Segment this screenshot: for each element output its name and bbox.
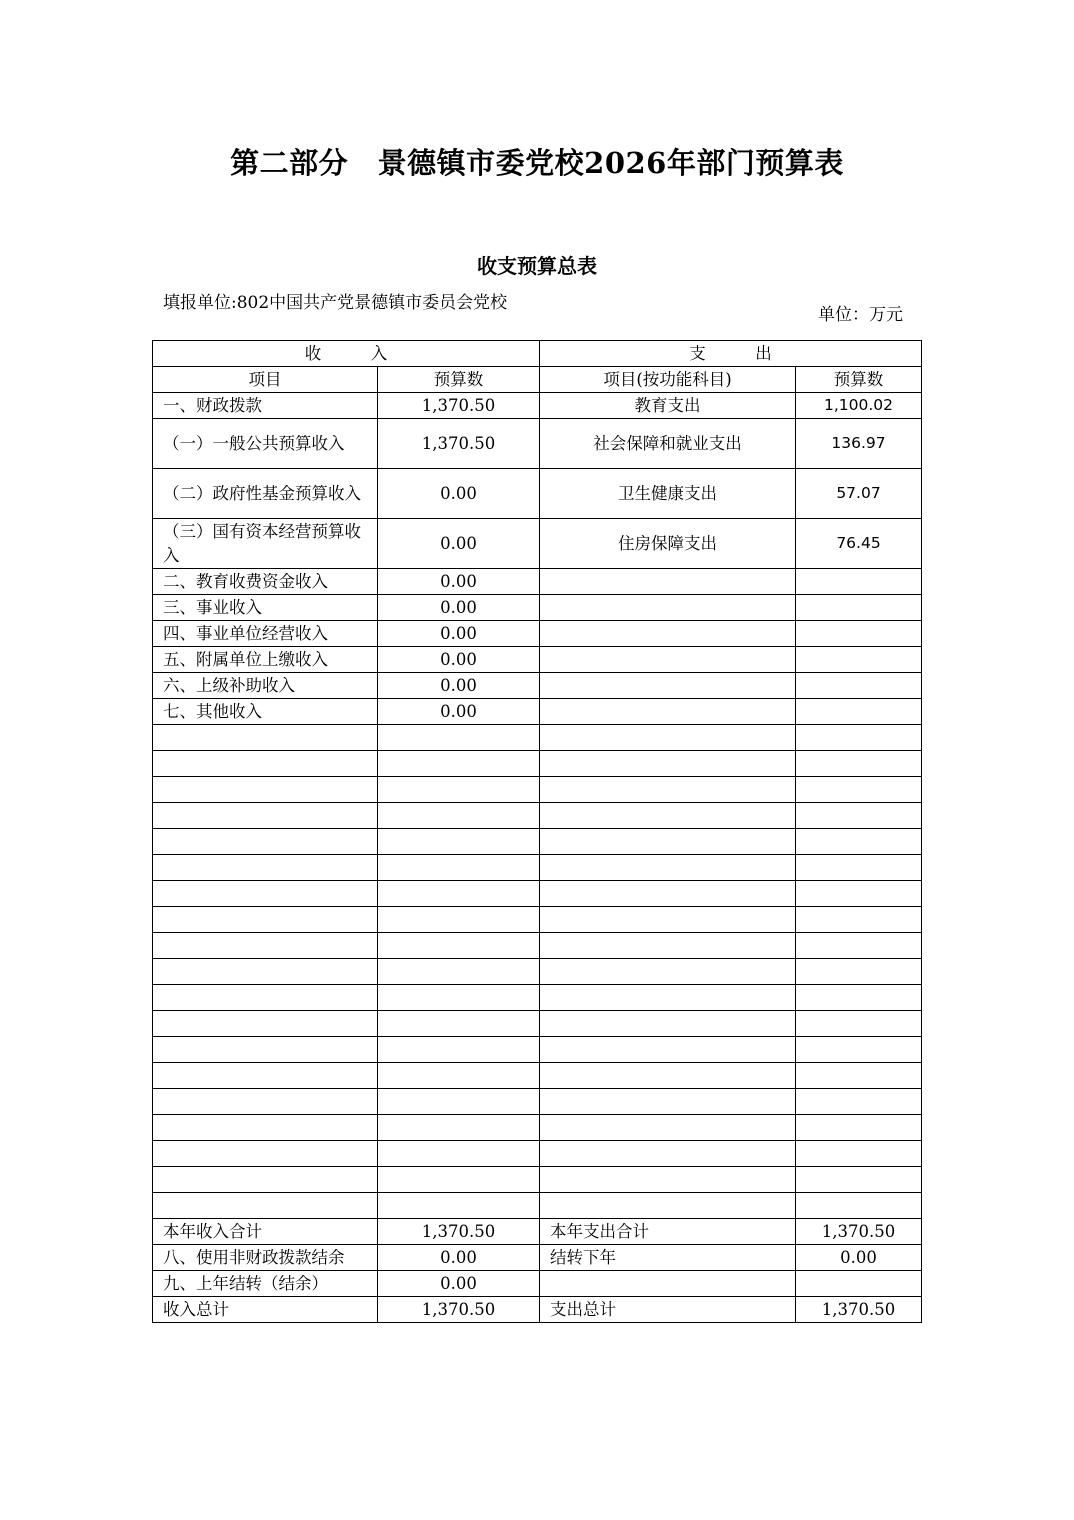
income-amount: 0.00 (378, 621, 540, 647)
budget-summary-table (152, 340, 922, 1323)
empty-cell (796, 725, 922, 751)
empty-row (153, 881, 922, 907)
expense-item: 结转下年 (540, 1245, 796, 1271)
blank-rows (153, 725, 922, 1219)
empty-cell (153, 751, 378, 777)
income-item: 五、附属单位上缴收入 (153, 647, 378, 673)
income-amount: 1,370.50 (378, 393, 540, 419)
income-item: 本年收入合计 (153, 1219, 378, 1245)
empty-cell (378, 1167, 540, 1193)
income-amount: 0.00 (378, 569, 540, 595)
expense-item (540, 699, 796, 725)
expense-item (540, 569, 796, 595)
column-header-row (153, 367, 922, 393)
empty-row (153, 959, 922, 985)
empty-cell (153, 907, 378, 933)
empty-cell (540, 1115, 796, 1141)
empty-cell (378, 907, 540, 933)
income-item: 二、教育收费资金收入 (153, 569, 378, 595)
table-row (153, 419, 922, 469)
empty-cell (378, 1193, 540, 1219)
empty-cell (540, 829, 796, 855)
empty-cell (153, 725, 378, 751)
empty-cell (153, 985, 378, 1011)
empty-cell (153, 829, 378, 855)
empty-row (153, 985, 922, 1011)
table-row (153, 469, 922, 519)
income-group-header: 收 入 (153, 341, 540, 367)
empty-cell (540, 855, 796, 881)
empty-cell (378, 725, 540, 751)
empty-row (153, 803, 922, 829)
table-row (153, 621, 922, 647)
empty-cell (796, 1167, 922, 1193)
group-header-row (153, 341, 922, 367)
empty-row (153, 1037, 922, 1063)
empty-row (153, 725, 922, 751)
empty-row (153, 777, 922, 803)
empty-cell (796, 1193, 922, 1219)
income-item-header: 项目 (153, 367, 378, 393)
table-row (153, 595, 922, 621)
expense-amount (796, 1271, 922, 1297)
empty-row (153, 829, 922, 855)
empty-cell (540, 1063, 796, 1089)
expense-item (540, 595, 796, 621)
income-item: 一、财政拨款 (153, 393, 378, 419)
empty-cell (378, 1037, 540, 1063)
income-amount: 0.00 (378, 1245, 540, 1271)
empty-cell (378, 855, 540, 881)
empty-cell (796, 1141, 922, 1167)
income-amount: 0.00 (378, 519, 540, 569)
empty-cell (540, 907, 796, 933)
expense-amount: 1,370.50 (796, 1219, 922, 1245)
empty-cell (378, 1011, 540, 1037)
expense-amount: 1,100.02 (796, 393, 922, 419)
empty-cell (153, 803, 378, 829)
empty-cell (540, 1011, 796, 1037)
expense-item (540, 1271, 796, 1297)
income-amount: 0.00 (378, 1271, 540, 1297)
empty-cell (153, 881, 378, 907)
empty-row (153, 1115, 922, 1141)
empty-cell (540, 1141, 796, 1167)
income-item: 六、上级补助收入 (153, 673, 378, 699)
empty-cell (378, 1063, 540, 1089)
empty-cell (153, 1141, 378, 1167)
table-row (153, 569, 922, 595)
income-amount: 1,370.50 (378, 1297, 540, 1323)
expense-amount (796, 673, 922, 699)
income-item: 七、其他收入 (153, 699, 378, 725)
expense-item (540, 673, 796, 699)
empty-cell (153, 1089, 378, 1115)
expense-amount: 76.45 (796, 519, 922, 569)
empty-cell (378, 803, 540, 829)
income-item: （三）国有资本经营预算收入 (153, 519, 378, 569)
expense-amount-header: 预算数 (796, 367, 922, 393)
empty-cell (378, 881, 540, 907)
empty-cell (153, 1063, 378, 1089)
income-item: （二）政府性基金预算收入 (153, 469, 378, 519)
empty-row (153, 933, 922, 959)
empty-cell (796, 751, 922, 777)
empty-cell (540, 1089, 796, 1115)
expense-amount: 0.00 (796, 1245, 922, 1271)
grand-total-row (153, 1297, 922, 1323)
expense-item: 教育支出 (540, 393, 796, 419)
expense-item: 本年支出合计 (540, 1219, 796, 1245)
empty-cell (153, 855, 378, 881)
empty-cell (796, 803, 922, 829)
empty-cell (796, 1115, 922, 1141)
total-row (153, 1219, 922, 1245)
empty-row (153, 1193, 922, 1219)
empty-cell (796, 1089, 922, 1115)
expense-item: 住房保障支出 (540, 519, 796, 569)
empty-cell (378, 933, 540, 959)
expense-amount: 136.97 (796, 419, 922, 469)
expense-group-header: 支 出 (540, 341, 922, 367)
expense-item (540, 647, 796, 673)
expense-amount (796, 569, 922, 595)
income-item: 收入总计 (153, 1297, 378, 1323)
empty-row (153, 1063, 922, 1089)
income-item: 四、事业单位经营收入 (153, 621, 378, 647)
empty-cell (378, 959, 540, 985)
expense-item (540, 621, 796, 647)
income-amount: 0.00 (378, 469, 540, 519)
total-row (153, 1271, 922, 1297)
empty-cell (540, 751, 796, 777)
empty-cell (796, 1011, 922, 1037)
table-row (153, 393, 922, 419)
empty-cell (153, 959, 378, 985)
expense-item: 社会保障和就业支出 (540, 419, 796, 469)
empty-cell (540, 881, 796, 907)
empty-cell (796, 777, 922, 803)
empty-cell (153, 1115, 378, 1141)
expense-item: 卫生健康支出 (540, 469, 796, 519)
income-amount: 1,370.50 (378, 1219, 540, 1245)
income-amount: 0.00 (378, 595, 540, 621)
empty-cell (540, 985, 796, 1011)
empty-cell (378, 1115, 540, 1141)
empty-cell (796, 1063, 922, 1089)
expense-amount (796, 621, 922, 647)
income-item: 三、事业收入 (153, 595, 378, 621)
page-title: 第二部分 景德镇市委党校2026年部门预算表 (230, 146, 844, 180)
currency-unit: 单位：万元 (818, 305, 903, 325)
income-amount-header: 预算数 (378, 367, 540, 393)
empty-cell (540, 1167, 796, 1193)
empty-row (153, 1011, 922, 1037)
table-row (153, 519, 922, 569)
empty-cell (378, 1089, 540, 1115)
table-title: 收支预算总表 (477, 254, 597, 278)
table-row (153, 647, 922, 673)
empty-cell (540, 803, 796, 829)
empty-cell (796, 829, 922, 855)
reporting-unit: 填报单位:802中国共产党景德镇市委员会党校 (163, 293, 508, 313)
empty-row (153, 855, 922, 881)
empty-cell (540, 777, 796, 803)
table-row (153, 699, 922, 725)
expense-amount (796, 595, 922, 621)
income-amount: 1,370.50 (378, 419, 540, 469)
expense-item: 支出总计 (540, 1297, 796, 1323)
income-amount: 0.00 (378, 699, 540, 725)
empty-row (153, 1167, 922, 1193)
table-row (153, 673, 922, 699)
empty-row (153, 1089, 922, 1115)
empty-cell (378, 751, 540, 777)
empty-cell (378, 1141, 540, 1167)
expense-amount (796, 699, 922, 725)
expense-item-header: 项目(按功能科目) (540, 367, 796, 393)
empty-cell (540, 1037, 796, 1063)
empty-row (153, 751, 922, 777)
empty-cell (153, 1011, 378, 1037)
expense-amount (796, 647, 922, 673)
income-item: （一）一般公共预算收入 (153, 419, 378, 469)
income-amount: 0.00 (378, 647, 540, 673)
empty-cell (153, 777, 378, 803)
empty-cell (540, 1193, 796, 1219)
empty-cell (796, 959, 922, 985)
expense-amount: 57.07 (796, 469, 922, 519)
empty-cell (540, 725, 796, 751)
income-item: 八、使用非财政拨款结余 (153, 1245, 378, 1271)
empty-cell (153, 933, 378, 959)
empty-cell (378, 829, 540, 855)
empty-cell (796, 855, 922, 881)
empty-row (153, 1141, 922, 1167)
empty-cell (796, 1037, 922, 1063)
empty-cell (796, 881, 922, 907)
empty-row (153, 907, 922, 933)
empty-cell (796, 933, 922, 959)
empty-cell (540, 959, 796, 985)
empty-cell (796, 907, 922, 933)
empty-cell (153, 1167, 378, 1193)
empty-cell (153, 1037, 378, 1063)
income-item: 九、上年结转（结余） (153, 1271, 378, 1297)
total-row (153, 1245, 922, 1271)
empty-cell (153, 1193, 378, 1219)
empty-cell (378, 777, 540, 803)
expense-amount: 1,370.50 (796, 1297, 922, 1323)
empty-cell (796, 985, 922, 1011)
empty-cell (540, 933, 796, 959)
income-amount: 0.00 (378, 673, 540, 699)
empty-cell (378, 985, 540, 1011)
